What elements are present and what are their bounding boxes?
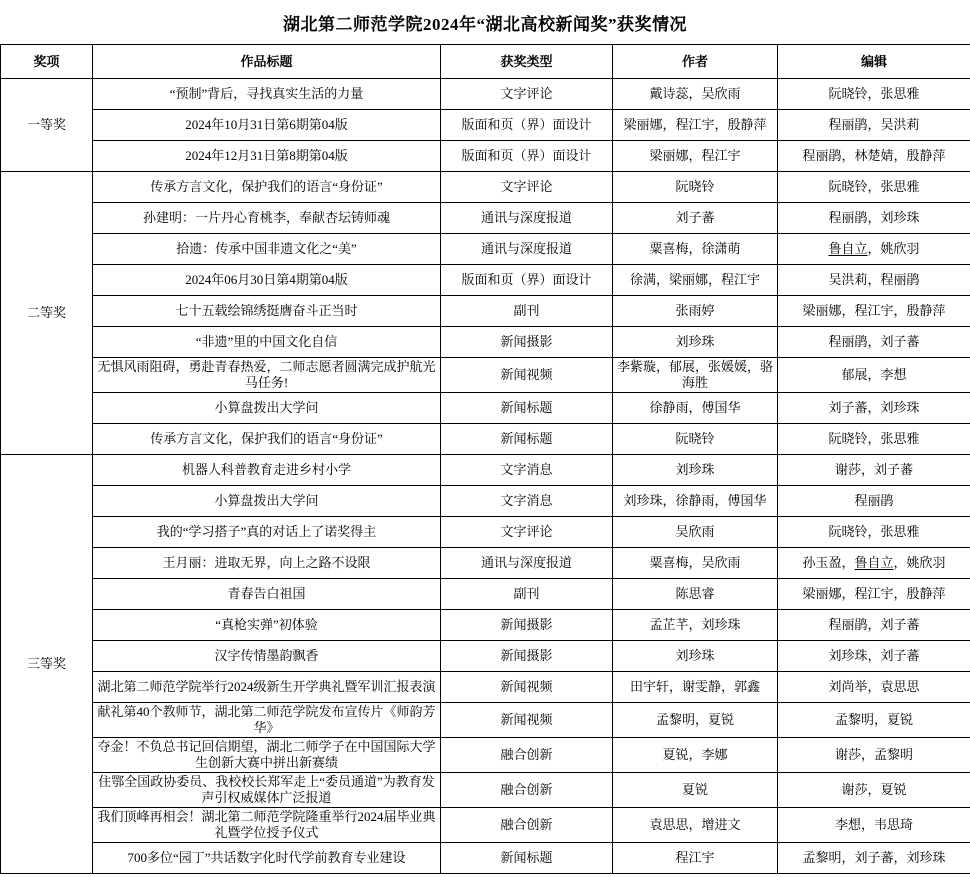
author-cell: 刘珍珠 [613,327,778,358]
table-row [1,141,970,172]
author-cell: 张雨婷 [613,296,778,327]
editor-cell: 梁丽娜，程江宇，殷静萍 [778,579,970,610]
editor-cell: 刘珍珠，刘子蕃 [778,641,970,672]
work-title-cell: 王月丽：进取无界，向上之路不设限 [93,548,441,579]
author-cell: 戴诗蕊，吴欣雨 [613,79,778,110]
table-row [1,738,970,773]
work-title-cell: 献礼第40个教师节，湖北第二师范学院发布宣传片《师韵芳华》 [93,703,441,738]
editor-cell: 阮晓铃，张思雅 [778,517,970,548]
table-row [1,579,970,610]
page-title: 湖北第二师范学院2024年“湖北高校新闻奖”获奖情况 [283,15,687,34]
award-type-cell: 新闻摄影 [441,641,613,672]
award-type-cell: 文字消息 [441,455,613,486]
work-title-cell: 孙建明：一片丹心育桃李，奉献杏坛铸师魂 [93,203,441,234]
award-cell: 一等奖 [1,79,93,172]
work-title-cell: 湖北第二师范学院举行2024级新生开学典礼暨军训汇报表演 [93,672,441,703]
award-type-cell: 文字评论 [441,79,613,110]
work-title-cell: 我们顶峰再相会！湖北第二师范学院隆重举行2024届毕业典礼暨学位授予仪式 [93,808,441,843]
table-row [1,296,970,327]
author-cell: 程江宇 [613,843,778,874]
work-title-cell: 2024年12月31日第8期第04版 [93,141,441,172]
author-cell: 阮晓铃 [613,424,778,455]
work-title-cell: 拾遗：传承中国非遗文化之“美” [93,234,441,265]
table-row [1,172,970,203]
award-type-cell: 副刊 [441,296,613,327]
work-title-cell: 700多位“园丁”共话数字化时代学前教育专业建设 [93,843,441,874]
editor-cell: 阮晓铃，张思雅 [778,424,970,455]
author-cell: 徐满，梁丽娜，程江宇 [613,265,778,296]
author-cell: 梁丽娜，程江宇 [613,141,778,172]
author-cell: 徐静雨，傅国华 [613,393,778,424]
table-row [1,265,970,296]
table-body [1,79,970,874]
author-cell: 粟喜梅，吴欣雨 [613,548,778,579]
table-row [1,843,970,874]
table-row [1,517,970,548]
col-header-editor: 编辑 [778,45,970,79]
award-type-cell: 新闻摄影 [441,327,613,358]
author-cell: 夏锐 [613,773,778,808]
table-row [1,548,970,579]
work-title-cell: 传承方言文化，保护我们的语言“身份证” [93,424,441,455]
author-cell: 阮晓铃 [613,172,778,203]
author-cell: 梁丽娜，程江宇，殷静萍 [613,110,778,141]
editor-cell: 鲁自立，姚欣羽 [778,234,970,265]
editor-cell: 刘尚举，袁思思 [778,672,970,703]
author-cell: 粟喜梅，徐潇萌 [613,234,778,265]
award-type-cell: 新闻标题 [441,393,613,424]
work-title-cell: 无惧风雨阻碍，勇赴青春热爱，二师志愿者圆满完成护航光马任务! [93,358,441,393]
editor-cell: 吴洪莉，程丽鹃 [778,265,970,296]
editor-cell: 程丽鹃，刘珍珠 [778,203,970,234]
work-title-cell: 小算盘拨出大学问 [93,486,441,517]
col-header-award: 奖项 [1,45,93,79]
award-type-cell: 文字消息 [441,486,613,517]
editor-cell: 郁展，李想 [778,358,970,393]
editor-cell: 谢莎，孟黎明 [778,738,970,773]
editor-cell: 梁丽娜，程江宇，殷静萍 [778,296,970,327]
award-type-cell: 文字评论 [441,172,613,203]
work-title-cell: 传承方言文化，保护我们的语言“身份证” [93,172,441,203]
table-row [1,641,970,672]
award-type-cell: 通讯与深度报道 [441,548,613,579]
work-title-cell: 住鄂全国政协委员、我校校长郑军走上“委员通道”为教育发声引权威媒体广泛报道 [93,773,441,808]
award-type-cell: 新闻摄影 [441,610,613,641]
author-cell: 孟芷芊，刘珍珠 [613,610,778,641]
table-row [1,672,970,703]
author-cell: 陈思睿 [613,579,778,610]
editor-cell: 程丽鹃 [778,486,970,517]
header-row [1,45,970,79]
table-row [1,808,970,843]
col-header-author: 作者 [613,45,778,79]
award-cell: 二等奖 [1,172,93,455]
editor-cell: 程丽鹃，林楚婧，殷静萍 [778,141,970,172]
work-title-cell: 2024年10月31日第6期第04版 [93,110,441,141]
author-cell: 刘珍珠，徐静雨，傅国华 [613,486,778,517]
author-cell: 刘子蕃 [613,203,778,234]
author-cell: 李紫璇，郁展，张媛媛，骆海胜 [613,358,778,393]
work-title-cell: 七十五载绘锦绣挺膺奋斗正当时 [93,296,441,327]
awards-table [0,44,970,874]
award-cell: 三等奖 [1,455,93,874]
author-cell: 袁思思，增进文 [613,808,778,843]
table-row [1,486,970,517]
table-row [1,703,970,738]
table-row [1,610,970,641]
col-header-work-title: 作品标题 [93,45,441,79]
editor-cell: 程丽鹃，刘子蕃 [778,610,970,641]
table-row [1,79,970,110]
award-type-cell: 文字评论 [441,517,613,548]
table-row [1,110,970,141]
award-type-cell: 版面和页（界）面设计 [441,110,613,141]
author-cell: 夏锐，李娜 [613,738,778,773]
award-type-cell: 新闻视频 [441,672,613,703]
table-row [1,393,970,424]
author-cell: 刘珍珠 [613,641,778,672]
work-title-cell: 机器人科普教育走进乡村小学 [93,455,441,486]
award-type-cell: 新闻视频 [441,358,613,393]
award-type-cell: 通讯与深度报道 [441,203,613,234]
editor-cell: 程丽鹃，吴洪莉 [778,110,970,141]
work-title-cell: 汉字传情墨韵飘香 [93,641,441,672]
editor-cell: 孟黎明，夏锐 [778,703,970,738]
editor-cell: 刘子蕃，刘珍珠 [778,393,970,424]
table-row [1,455,970,486]
award-type-cell: 新闻视频 [441,703,613,738]
table-row [1,358,970,393]
table-row [1,203,970,234]
editor-cell: 阮晓铃，张思雅 [778,172,970,203]
author-cell: 孟黎明，夏锐 [613,703,778,738]
award-type-cell: 通讯与深度报道 [441,234,613,265]
work-title-cell: 夺金！不负总书记回信期望，湖北二师学子在中国国际大学生创新大赛中拼出新赛绩 [93,738,441,773]
award-type-cell: 副刊 [441,579,613,610]
award-type-cell: 融合创新 [441,808,613,843]
table-row [1,234,970,265]
editor-cell: 孙玉盈，鲁自立，姚欣羽 [778,548,970,579]
award-type-cell: 融合创新 [441,738,613,773]
work-title-cell: 小算盘拨出大学问 [93,393,441,424]
editor-cell: 程丽鹃，刘子蕃 [778,327,970,358]
author-cell: 田宇轩，谢雯静，郭鑫 [613,672,778,703]
author-cell: 吴欣雨 [613,517,778,548]
work-title-cell: “真枪实弹”初体验 [93,610,441,641]
col-header-award-type: 获奖类型 [441,45,613,79]
author-cell: 刘珍珠 [613,455,778,486]
award-type-cell: 新闻标题 [441,843,613,874]
table-row [1,773,970,808]
editor-cell: 李想，韦思琦 [778,808,970,843]
editor-cell: 阮晓铃，张思雅 [778,79,970,110]
award-type-cell: 新闻标题 [441,424,613,455]
work-title-cell: 青春告白祖国 [93,579,441,610]
work-title-cell: 2024年06月30日第4期第04版 [93,265,441,296]
table-row [1,424,970,455]
editor-cell: 谢莎，夏锐 [778,773,970,808]
award-type-cell: 版面和页（界）面设计 [441,141,613,172]
work-title-cell: “非遗”里的中国文化自信 [93,327,441,358]
work-title-cell: “预制”背后，寻找真实生活的力量 [93,79,441,110]
award-type-cell: 融合创新 [441,773,613,808]
editor-cell: 孟黎明，刘子蕃，刘珍珠 [778,843,970,874]
underlined-editor-name: 鲁自立 [854,555,894,570]
table-row [1,327,970,358]
editor-cell: 谢莎，刘子蕃 [778,455,970,486]
award-type-cell: 版面和页（界）面设计 [441,265,613,296]
underlined-editor-name: 鲁自立 [828,241,868,256]
work-title-cell: 我的“学习搭子”真的对话上了诺奖得主 [93,517,441,548]
